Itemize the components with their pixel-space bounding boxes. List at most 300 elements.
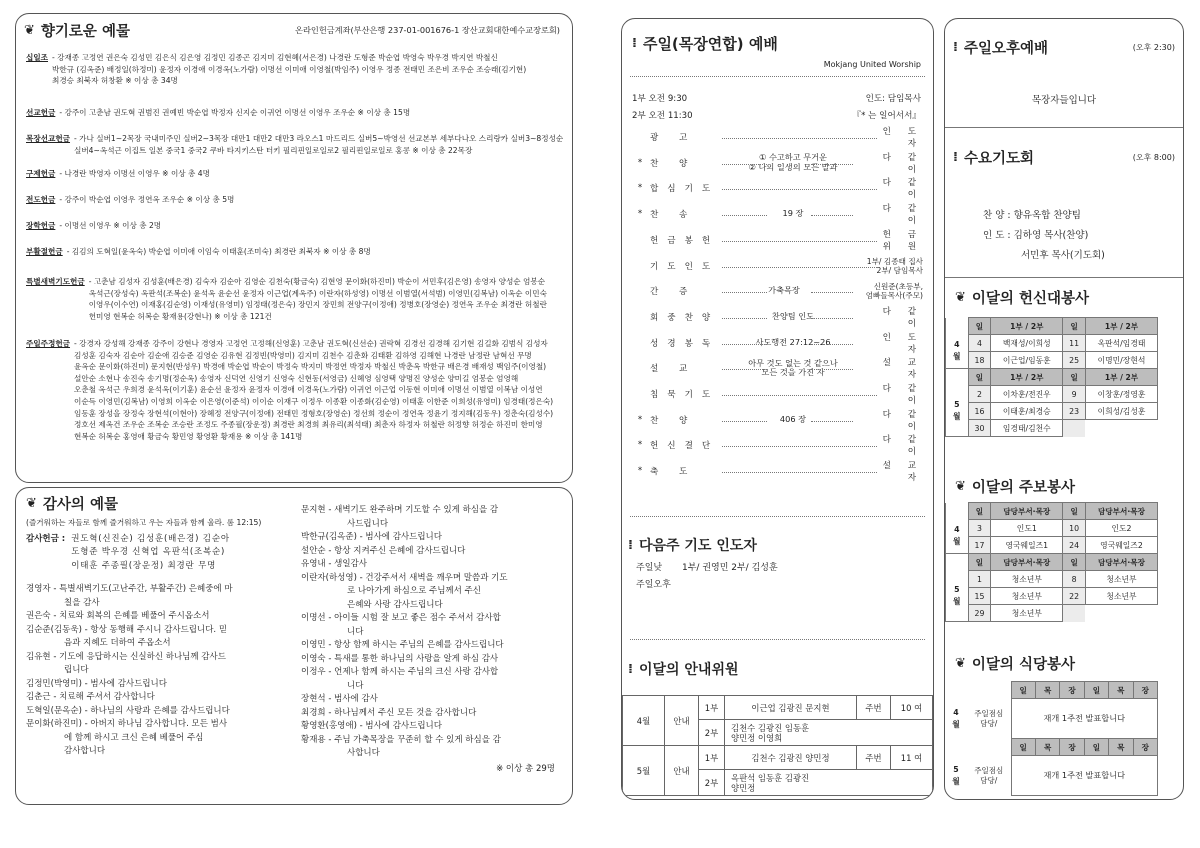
header-cell: 담당부서·목장 [991, 503, 1063, 520]
table-row [946, 605, 1158, 622]
thanks-line: 권은숙 - 치료와 회복의 은혜를 베풀어 주시옵소서 [26, 611, 210, 621]
offering-label: 장학헌금 [26, 221, 56, 230]
guide-row [623, 746, 933, 770]
table-cell: 17 [968, 537, 991, 554]
header-cell: 장 [1133, 682, 1157, 699]
standing-note: 『* 는 일어서서』 [852, 111, 921, 121]
table-cell: 22 [1063, 588, 1086, 605]
table-cell: 3 [968, 520, 991, 537]
table-cell: 2 [968, 386, 991, 403]
header-cell: 일 [1063, 369, 1086, 386]
order-leader: 다 같 이 [882, 152, 923, 175]
meal-label-spacer [967, 739, 1011, 756]
table-row [946, 335, 1158, 352]
month-cell: 5 월 [946, 571, 969, 622]
month-cell: 4 월 [946, 520, 969, 554]
order-row [630, 409, 923, 432]
offering-names [52, 52, 562, 87]
offering-names [74, 133, 563, 156]
header-cell: 일 [1011, 739, 1035, 756]
guide-cell: 옥판석 임동훈 김광진 양민정 [725, 770, 933, 796]
offering-label: 목장선교헌금 [26, 134, 71, 143]
table-header-row [946, 318, 1158, 335]
thanks-entry [301, 558, 563, 572]
bullet-icon: ⁞ [953, 40, 958, 55]
order-leader: 다 같 이 [882, 178, 923, 201]
table-cell [1063, 605, 1086, 622]
table-cell: 영국웨일즈1 [991, 537, 1063, 554]
offering-names [59, 107, 562, 119]
flower-title: ❦ 이달의 헌신대봉사 [955, 290, 1090, 307]
thanks-entry [26, 705, 294, 719]
offering-row [26, 246, 562, 258]
offering-line: - 고춘남 김성자 김성훈(배은경) 김숙자 김순아 김영순 김천숙(황금숙) 김현영 문이화(하진미) 박순이 서민후(김은영) 송영자 양성순 엄봉순 [88, 277, 546, 286]
offerings-panel [15, 13, 573, 483]
order-leader-line [811, 318, 853, 319]
thanks-entry [26, 610, 294, 624]
order-leader-line [811, 369, 853, 370]
order-leader: 다 같 이 [882, 306, 923, 329]
month-cell: 5 월 [952, 764, 960, 786]
thanks-entry [301, 707, 563, 721]
offering-names [67, 246, 562, 258]
offering-label: 특별새벽기도헌금 [26, 277, 85, 286]
table-cell: 이차훈/전진우 [991, 386, 1063, 403]
offering-line: 헌미영 현복순 허복순 황재용(강현나) ※ 이상 총 121건 [88, 311, 272, 321]
order-mark: * [637, 440, 643, 451]
thanks-line: 립니다 [64, 665, 89, 675]
thanks-line: 문지현 - 새벽기도 완주하며 기도할 수 있게 하심을 감 [301, 505, 499, 515]
thanks-line: 이영숙 - 특새를 통한 하나님의 사랑을 알게 하심 감사 [301, 653, 499, 664]
table-cell: 11 [1063, 335, 1086, 352]
leaf-icon: ❦ [955, 656, 966, 671]
thanks-entry [301, 693, 563, 707]
guide-cell: 2부 [699, 770, 725, 796]
table-row [946, 386, 1158, 403]
month-spacer [946, 318, 969, 335]
order-name: 광 고 [650, 133, 697, 143]
table-cell: 청소년부 [991, 588, 1063, 605]
order-leader: 다 같 이 [882, 435, 923, 458]
table-cell: 청소년부 [1085, 588, 1157, 605]
thanks-entry [301, 572, 563, 613]
table-cell: 29 [968, 605, 991, 622]
thanks-entry [301, 504, 563, 531]
order-leader-line [722, 215, 767, 216]
guide-cell: 김천수 김광진 임동훈 양민정 이영희 [725, 720, 933, 746]
order-row [630, 384, 923, 406]
thanks-entry [301, 531, 563, 545]
order-leader-line [722, 472, 877, 473]
header-cell: 일 [1063, 554, 1086, 571]
thanks-line: 김정민(박영미) - 범사에 감사드립니다 [26, 678, 167, 689]
thanks-line: 감사합니다 [64, 746, 106, 756]
guide-cell: 안내 [665, 746, 699, 796]
table-cell: 인도1 [991, 520, 1063, 537]
order-leader: 설 교 자 [882, 358, 923, 381]
thanks-head-line: 권도혁(신진순) 김성훈(배은경) 김순아 [71, 533, 230, 544]
order-detail: 406 장 [779, 413, 807, 424]
order-leader: 헌 금 위 원 [882, 229, 923, 252]
header-cell: 담당부서·목장 [1085, 554, 1157, 571]
offering-line: - 강주이 고춘남 권도혁 권범진 권예빈 박순엽 박정자 신지순 이귀연 이명선 이영우 조우순 ※ 이상 총 15명 [59, 108, 411, 117]
thanks-entry [26, 624, 294, 651]
month-cell: 4 월 [952, 707, 960, 729]
offering-names [59, 220, 562, 232]
month-cell: 5 월 [946, 386, 969, 437]
order-leader-line [722, 138, 877, 139]
month-spacer [945, 739, 967, 756]
guide-cell: 10 여 [891, 696, 933, 720]
table-cell: 인도2 [1085, 520, 1157, 537]
order-leader-line [811, 292, 853, 293]
header-cell: 1부 / 2부 [991, 318, 1063, 335]
order-name: 헌신결단 [650, 441, 720, 452]
header-cell: 1부 / 2부 [991, 369, 1063, 386]
thanks-line: 은혜와 사랑 감사드립니다 [347, 599, 443, 610]
wed-lines [983, 206, 1105, 266]
worship-lead [853, 91, 921, 125]
month-spacer [946, 503, 969, 520]
order-leader: 인 도 자 [882, 332, 923, 355]
header-cell: 일 [968, 369, 991, 386]
thanks-line: 로 나아가게 하심으로 주님께서 주신 [347, 586, 481, 596]
order-leader: 인 도 자 [882, 127, 923, 149]
offering-line: 실버4~옥석근 이집트 일본 중국1 중국2 쿠바 타지키스탄 터키 필리핀일로일로2 필리핀일로일로 홍콩 ※ 이상 총 22목장 [74, 145, 473, 155]
table-cell: 16 [968, 403, 991, 420]
table-row [946, 420, 1158, 437]
offering-line: 이순득 이영민(김복남) 이영희 이옥순 이은영(이준석) 이이순 이재구 이정우 이종환 이종화(김순영) 이태훈 이한준 이희성(유영미) 임경태(정은숙) [74, 396, 554, 406]
offering-row [26, 168, 562, 180]
thanks-line: 최경희 - 하나님께서 주신 모든 것을 감사합니다 [301, 707, 477, 718]
header-cell: 목 [1109, 739, 1133, 756]
order-leader-line [722, 267, 877, 268]
thanks-line: 김순준(김동욱) - 항상 동행해 주시니 감사드립니다. 믿 [26, 624, 228, 635]
table-header-row [946, 369, 1158, 386]
meal-label: 주일점심 담당/ [974, 708, 1004, 728]
table-row [945, 699, 1158, 739]
guide-cell: 안내 [665, 696, 699, 746]
thanks-entry [26, 691, 294, 705]
table-cell: 1 [968, 571, 991, 588]
thanks-entry [301, 545, 563, 559]
order-leader: 설 교 자 [882, 461, 923, 484]
table-cell: 이태훈/최경승 [991, 403, 1063, 420]
thanks-entry [26, 651, 294, 678]
next-prayer-title: ⁞ 다음주 기도 인도자 [628, 537, 757, 554]
meal-label-spacer [967, 682, 1011, 699]
guide-title: ⁞ 이달의 안내위원 [628, 661, 739, 678]
thanks-line: 니다 [347, 680, 364, 691]
thanks-footer: ※ 이상 총 29명 [496, 763, 555, 774]
header-cell: 일 [968, 318, 991, 335]
order-name: 침묵기도 [650, 390, 720, 400]
next-prayer [636, 560, 778, 594]
offering-row [26, 107, 562, 119]
bullet-icon: ⁞ [628, 537, 633, 553]
order-leader-line [722, 189, 877, 190]
lead-text: 인도: 담임목사 [865, 94, 921, 104]
order-name: 설 교 [650, 364, 697, 375]
order-leader-line [722, 292, 767, 293]
thanks-entry [301, 666, 563, 693]
offering-line: - 강주이 박순엽 이영우 정연옥 조우순 ※ 이상 총 5명 [59, 195, 235, 204]
table-cell: 이근업/임동훈 [991, 352, 1063, 369]
time-2: 2부 오전 11:30 [632, 111, 693, 121]
table-cell: 청소년부 [991, 605, 1063, 622]
guide-cell: 4월 [623, 696, 665, 746]
offering-line: 설안순 소현나 송진숙 송기명(정순옥) 송영자 신덕연 신영기 신영숙 신현동(서영금) 신혜영 심영택 양명진 양성순 양미길 엄봉순 엄영해 [74, 373, 519, 383]
thanks-line: 황영환(홍영애) - 범사에 감사드립니다 [301, 721, 442, 731]
order-row [630, 229, 923, 252]
bullet-icon: ❦ [24, 23, 35, 38]
table-cell: 23 [1063, 403, 1086, 420]
meal-title: ❦ 이달의 식당봉사 [955, 656, 1076, 673]
header-cell: 일 [1063, 503, 1086, 520]
header-cell: 장 [1133, 739, 1157, 756]
header-cell: 1부 / 2부 [1085, 318, 1157, 335]
table-cell: 이창훈/정영훈 [1085, 386, 1157, 403]
wed-line: 인 도 : 김하영 목사(찬양) [983, 230, 1089, 241]
offering-row [26, 194, 562, 206]
offering-line: 현복순 허복순 홍영애 황금숙 황민영 황영환 황재용 ※ 이상 총 141명 [74, 431, 303, 441]
offering-row [26, 52, 562, 87]
guide-cell: 주번 [857, 696, 891, 720]
next-sun-label: 주일낮 [636, 563, 663, 573]
bullet-icon: ❦ [26, 496, 37, 511]
header-cell: 일 [1084, 682, 1108, 699]
guide-cell: 1부 [699, 696, 725, 720]
worship-times [632, 91, 693, 125]
thanks-line: 이란자(하성영) - 건강주셔서 새벽을 깨우며 말씀과 기도 [301, 572, 508, 583]
thanks-line: 음과 지혜도 더하여 주옵소서 [64, 638, 171, 648]
order-leader-line [722, 241, 877, 242]
table-cell: 옥판석/임경태 [1085, 335, 1157, 352]
month-spacer [946, 554, 969, 571]
table-row [946, 352, 1158, 369]
table-cell: 9 [1063, 386, 1086, 403]
thanks-line: 문이화(하진미) - 아버지 하나님 감사합니다. 모든 범사 [26, 719, 228, 729]
table-header-row [945, 682, 1158, 699]
offering-line: - 가나 실버1~2목장 국내미주민 실버2~3목장 대만1 대만2 대만3 라오스1 마드리드 실버5~박영선 선교본부 세부다나오 스리랑카 실버3~8정성순 [74, 134, 564, 143]
table-row [946, 520, 1158, 537]
thanks-head-line: 이태훈 주종필(장운정) 최경란 무명 [71, 560, 217, 571]
order-detail: 아무 것도 없는 것 같으나 모든 것을 가진 자 [748, 357, 838, 378]
guide-cell: 5월 [623, 746, 665, 796]
order-leader-line [722, 344, 767, 345]
thanks-entry [26, 678, 294, 692]
order-leader-line [811, 344, 853, 345]
offering-label: 부활절헌금 [26, 247, 63, 256]
offering-line: 옥석근(장성숙) 옥판석(조복순) 윤석옥 윤순선 윤정자 이근업(계옥주) 이란자(하성영) 이명선 이범열(서석범) 이영민(김복남) 이옥순 이민숙 [88, 288, 547, 298]
order-detail: 가축목장 [768, 285, 800, 296]
table-row [946, 537, 1158, 554]
offering-line: 정호선 제옥건 조우순 조복순 조승란 조정도 주종필(장운정) 최경란 최경희 최유리(최석태) 최춘자 하정자 허철란 허정향 허정순 하진미 한미영 [74, 420, 543, 430]
bullet-icon: ⁞ [628, 661, 633, 677]
wed-line: 찬 양 : 향유옥합 찬양팀 [983, 210, 1081, 221]
offering-label: 주일주정헌금 [26, 339, 71, 348]
thanks-entry [301, 734, 563, 761]
order-detail: ① 수고하고 무거운 ② 나의 일생의 모든 말과 [748, 152, 838, 172]
thanks-panel [15, 487, 573, 805]
offering-names [89, 276, 562, 322]
pm-time: (오후 2:30) [1132, 43, 1175, 52]
month-spacer [945, 682, 967, 699]
table-header-row [945, 739, 1158, 756]
offering-line: 김성훈 김숙자 김순아 김순애 김승준 김영순 김유현 김정빈(박영미) 김지미 김천수 김춘화 김태환 김하영 김해현 나경란 남정란 남혁선 무명 [74, 350, 532, 360]
table-row [946, 571, 1158, 588]
offering-line: 최경승 최북자 허창환 ※ 이상 총 34명 [52, 76, 178, 86]
leaf-icon: ❦ [955, 479, 966, 494]
table-cell [1085, 605, 1157, 622]
table-row [946, 403, 1158, 420]
guide-cell: 주번 [857, 746, 891, 770]
order-leader: 다 같 이 [882, 409, 923, 432]
order-row [630, 306, 923, 329]
order-leader-line [722, 421, 767, 422]
guide-row [623, 696, 933, 720]
header-cell: 일 [1011, 682, 1035, 699]
next-sun-value: 1부/ 권영민 2부/ 김성훈 [682, 563, 778, 573]
table-cell [1063, 420, 1086, 437]
table-cell: 18 [968, 352, 991, 369]
table-cell: 청소년부 [991, 571, 1063, 588]
header-cell: 목 [1109, 682, 1133, 699]
offering-line: 오춘철 옥석근 우희경 윤석옥(이기훈) 윤순선 윤정자 윤정자 이경애 이경옥(노가람) 이귀연 이근업 이동현 이미애 이명선 이범열 이복남 이성연 [74, 385, 543, 395]
table-cell: 25 [1063, 352, 1086, 369]
month-spacer [946, 369, 969, 386]
header-cell: 목 [1035, 739, 1059, 756]
guide-cell: 11 여 [891, 746, 933, 770]
meal-table [945, 681, 1158, 796]
thanks-line: 니다 [347, 626, 364, 637]
table-cell: 백재성/이희성 [991, 335, 1063, 352]
offering-line: - 강재종 고정연 권은숙 김성민 김은식 김은영 김정민 김종곤 김지미 김현혜(서은경) 나경란 도형준 박순엽 박영숙 박우경 박지연 박철신 [52, 53, 498, 62]
order-leader: 신원준(초등부, 엄빠들목사(주모) [865, 282, 923, 301]
header-cell: 담당부서·목장 [1085, 503, 1157, 520]
bulletin-table [945, 502, 1158, 622]
order-leader: 다 같 이 [882, 384, 923, 406]
order-name: 찬 양 [650, 415, 697, 426]
order-mark: * [637, 466, 643, 477]
order-leader-line [722, 446, 877, 447]
header-cell: 1부 / 2부 [1085, 369, 1157, 386]
pm-text: 목장자들입니다 [1031, 95, 1097, 106]
next-pm-label: 주일오후 [636, 580, 671, 590]
offerings-title: ❦ 향기로운 예물 [24, 23, 130, 40]
order-name: 찬 양 [650, 158, 697, 169]
offering-label: 전도헌금 [26, 195, 56, 204]
guide-cell: 이근업 김광진 문지현 [725, 696, 857, 720]
order-row [630, 258, 923, 274]
offering-line: - 강경자 강성해 강재종 강주이 강현나 경영자 고정연 고정해(신영훈) 고춘남 권도혁(신선순) 권락혁 김경선 김경해 김기현 김길화 김범식 김성자 [74, 339, 548, 348]
offering-label: 구제헌금 [26, 169, 56, 178]
thanks-line: 박한규(김옥준) - 범사에 감사드립니다 [301, 532, 442, 542]
thanks-line: 이영민 - 항상 함께 하시는 주님의 은혜를 감사드립니다 [301, 640, 504, 650]
offering-line: - 김김의 도혁일(윤옥숙) 박순엽 이미애 이임숙 이태훈(조미숙) 최경란 최북자 ※ 이상 총 8명 [66, 247, 371, 256]
order-name: 회중찬양 [650, 312, 720, 323]
table-row [945, 756, 1158, 796]
table-cell: 이명민/장현석 [1085, 352, 1157, 369]
thanks-title: ❦ 감사의 예물 [26, 496, 118, 513]
offering-line: - 나경란 박영자 이명선 이영우 ※ 이상 총 4명 [59, 169, 210, 178]
thanks-line: 칠을 감사 [64, 597, 100, 608]
offering-line: - 이명선 이영우 ※ 이상 총 2명 [59, 221, 162, 230]
order-row [630, 283, 923, 299]
offering-names [74, 338, 562, 442]
thanks-entry [301, 653, 563, 667]
order-detail: 사도행전 27:12~26 [755, 336, 831, 347]
order-leader-line [811, 421, 853, 422]
thanks-line: 에 함께 하시고 크신 은혜 베풀어 주심 [64, 732, 204, 743]
wed-line: 서민후 목사(기도회) [1021, 250, 1105, 261]
thanks-line: 경영자 - 특별새벽기도(고난주간, 부활주간) 은혜중에 마 [26, 584, 233, 594]
meal-text: 재개 1주전 발표합니다 [1011, 756, 1158, 796]
order-leader-line [722, 395, 877, 396]
service-panel [944, 18, 1184, 800]
table-header-row [946, 554, 1158, 571]
offering-names [59, 194, 562, 206]
guide-cell: 1부 [699, 746, 725, 770]
thanks-line: 김유현 - 기도에 응답하시는 신실하신 하나님께 감사드 [26, 651, 226, 662]
order-name: 기도인도 [650, 261, 720, 272]
order-row [630, 332, 923, 355]
order-row [630, 461, 923, 484]
order-mark: * [637, 209, 643, 220]
bullet-icon: ⁞ [632, 36, 637, 51]
time-1: 1부 오전 9:30 [632, 94, 688, 104]
wed-time: (오후 8:00) [1132, 153, 1175, 162]
order-row [630, 357, 923, 381]
thanks-entry [301, 639, 563, 653]
thanks-head-line: 도형준 박우경 신혁업 옥판석(조복순) [71, 547, 226, 557]
thanks-entry [26, 718, 294, 759]
leaf-icon: ❦ [955, 290, 966, 305]
order-row [630, 204, 923, 227]
table-cell: 4 [968, 335, 991, 352]
offering-label: 선교헌금 [26, 108, 56, 117]
offering-line: 이영우(이수연) 이재홍(김순영) 이재성(유영미) 임정태(정은숙) 장민지 장민희 전양구(이정애) 정병호(장영순) 정연옥 조우순 최경란 허철란 [88, 300, 547, 310]
offering-row [26, 133, 562, 156]
order-name: 합심기도 [650, 184, 720, 195]
account-info: 온라인헌금계좌(부산은행 237-01-001676-1 장산교회대한예수교장로회) [295, 25, 560, 35]
order-leader: 1부/ 김종태 집사 2부/ 담임목사 [866, 256, 923, 275]
order-mark: * [637, 183, 643, 194]
meal-text: 재개 1주전 발표합니다 [1011, 699, 1158, 739]
guide-table [622, 695, 933, 796]
header-cell: 담당부서·목장 [991, 554, 1063, 571]
bullet-icon: ⁞ [953, 150, 958, 165]
order-row [630, 435, 923, 458]
offering-names [59, 168, 562, 180]
thanks-subtitle: (즐거워하는 자들로 함께 즐거워하고 우는 자들과 함께 울라. 롬 12:15) [26, 518, 262, 527]
order-leader-line [811, 164, 853, 165]
header-cell: 일 [1063, 318, 1086, 335]
order-detail: 19 장 [782, 208, 804, 219]
table-header-row [946, 503, 1158, 520]
header-cell: 장 [1060, 682, 1084, 699]
table-cell: 임경태/김천수 [991, 420, 1063, 437]
table-cell: 영국웨일즈2 [1085, 537, 1157, 554]
order-leader-line [722, 369, 767, 370]
offering-line: 박한규 (김옥준) 배정일(하정미) 윤정자 이경애 이경옥(노가람) 이명선 이미애 이영철(박임주) 이영우 정종 전태민 조은비 조우순 조승래(김기현) [52, 64, 527, 74]
offering-row [26, 276, 562, 322]
offering-row [26, 220, 562, 232]
worship-panel [621, 18, 934, 800]
thanks-line: 김춘근 - 치료해 주셔서 감사합니다 [26, 692, 155, 702]
table-cell: 24 [1063, 537, 1086, 554]
order-name: 찬 송 [650, 210, 697, 221]
